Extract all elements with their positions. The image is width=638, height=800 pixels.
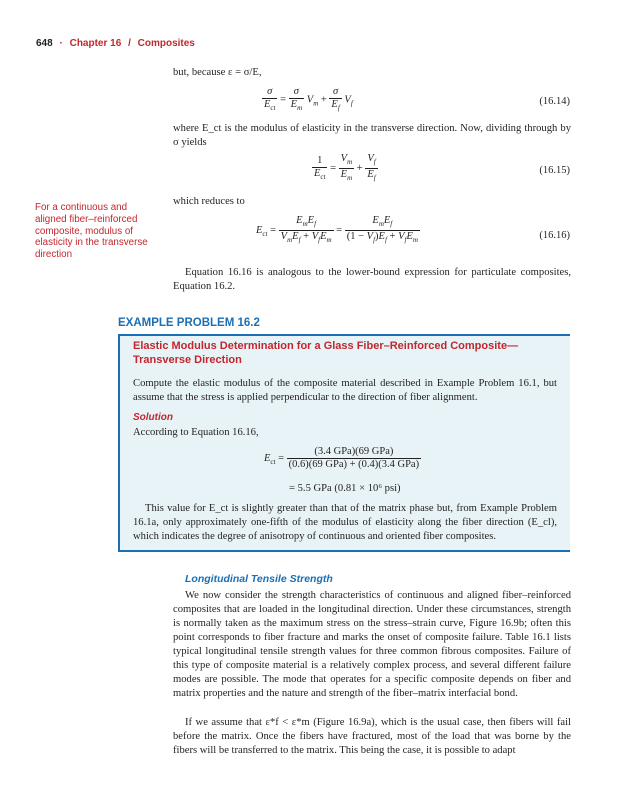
example-problem: Compute the elastic modulus of the composite material described in Example Problem 16.1, but assume that the stress is applied perpendicular to the direction of fiber alignment.: [133, 378, 557, 403]
according-text: According to Equation 16.16,: [133, 427, 259, 438]
example-conclusion: This value for E_ct is slightly greater than that of the matrix phase but, from Example Problem 16.1a, only approximately one-fifth of the modulus of elasticity along the fiber direction (E_cl), which indicates the degree of anisotropy of continuous and oriented fiber composites.: [133, 503, 557, 542]
page-number: 648: [36, 38, 53, 49]
where-paragraph: where E_ct is the modulus of elasticity in the transverse direction. Now, dividing through by σ yields: [173, 123, 571, 148]
example-tag: EXAMPLE PROBLEM 16.2: [118, 317, 260, 329]
running-head: [36, 38, 195, 49]
section-heading: Longitudinal Tensile Strength: [185, 573, 333, 585]
solution-label: Solution: [133, 412, 173, 423]
intro-text: but, because ε = σ/E,: [173, 67, 262, 78]
margin-note: For a continuous and aligned fiber–reinforced composite, modulus of elasticity in the transverse direction: [35, 202, 148, 261]
example-bottom-rule: [118, 550, 570, 552]
calc-denominator: (0.6)(69 GPa) + (0.4)(3.4 GPa): [288, 459, 420, 470]
chapter-label: Chapter 16: [69, 38, 122, 49]
equation-16-14: $\frac{\sigma}{E_{ct}}$ = $\frac{\sigma}{E_m}$ $V_m$ + $\frac{\sigma}{E_f}$ $V_f$: [264, 86, 353, 113]
equation-16-15: $\frac{1}{E_{ct}}$ = $\frac{V_m}{E_m}$ + $\frac{V_f}{E_f}$: [314, 153, 376, 183]
equation-16-16: $E_{ct}$ = $\frac{E_mE_f}{V_mE_f + V_fE_m}$ = $\frac{E_mE_f}{(1 - V_f)E_f + V_fE_m}$: [256, 215, 418, 245]
calc-equation: $E_{ct}$ = $\frac{\text{(3.4 GPa)(69 GPa)}}{\text{(0.6)(69 GPa) + (0.4)(3.4 GPa)}}$: [264, 446, 420, 470]
section-paragraph-1: We now consider the strength characteristics of continuous and aligned fiber–reinforced composites that are loaded in the longitudinal direction. Under these circumstances, strength is normally taken as the maximum stress on the stress–strain curve, Figure 16.9b; often this point corresponds to fiber fracture and marks the onset of composite failure. Table 16.1 lists typical longitudinal tensile strength values for three common fibrous composites. Failure of this type of composite material is a relatively complex process, and several different failure modes are possible. The mode that operates for a specific composite depends on fiber and matrix properties and the nature and strength of the fiber–matrix interfacial bond.: [173, 590, 571, 699]
equation-number: (16.14): [539, 96, 570, 107]
calc-result: = 5.5 GPa (0.81 × 10⁶ psi): [289, 483, 401, 494]
header-separator: /: [128, 38, 131, 49]
equation-number: (16.16): [539, 230, 570, 241]
calc-numerator: (3.4 GPa)(69 GPa): [287, 446, 421, 459]
example-title: Elastic Modulus Determination for a Glass Fiber–Reinforced Composite—Transverse Direction: [133, 340, 519, 366]
analogous-paragraph: Equation 16.16 is analogous to the lower-bound expression for particulate composites, Equation 16.2.: [173, 267, 571, 292]
example-left-bar: [118, 336, 120, 551]
equation-number: (16.15): [539, 165, 570, 176]
reduces-text: which reduces to: [173, 196, 245, 207]
header-bullet: ·: [59, 38, 63, 49]
chapter-title: Composites: [137, 38, 195, 49]
section-paragraph-2: If we assume that ε*f < ε*m (Figure 16.9a), which is the usual case, then fibers will fail before the matrix. Once the fibers have fractured, most of the load that was borne by the fibers will be transferred to the matrix. This being the case, it is possible to adapt: [173, 717, 571, 756]
